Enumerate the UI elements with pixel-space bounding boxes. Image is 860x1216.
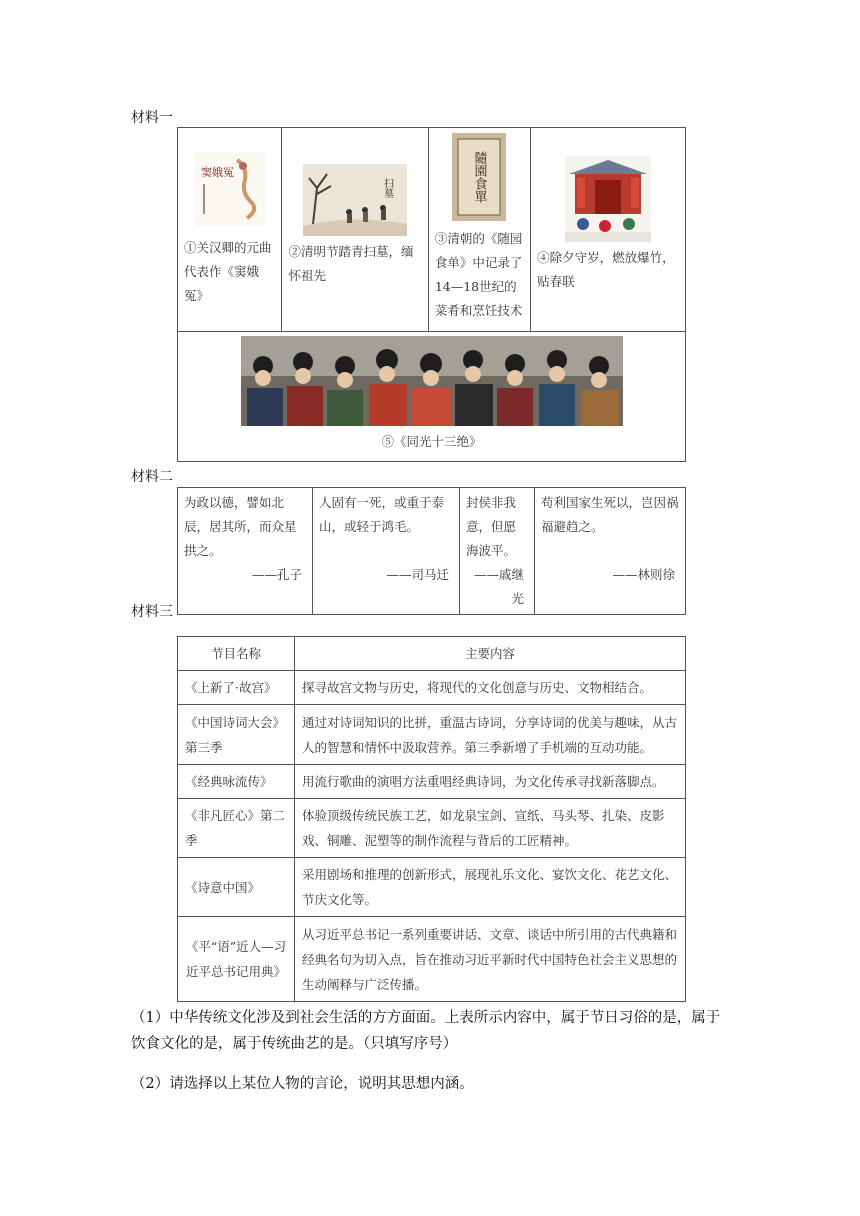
new-year-painting-image [565,156,651,242]
material1-caption-1: ①关汉卿的元曲代表作《窦娥冤》 [184,240,272,303]
material2-table [177,487,686,615]
program-content-5: 采用剧场和推理的创新形式，展现礼乐文化、宴饮文化、花艺文化、节庆文化等。 [295,858,686,917]
material1-cell-1 [178,128,282,332]
program-name-1: 《上新了·故宫》 [178,671,295,705]
book-cover-image [452,133,506,221]
question-2: （2）请选择以上某位人物的言论，说明其思想内涵。 [131,1076,474,1092]
program-content-3: 用流行歌曲的演唱方法重唱经典诗词，为文化传承寻找新落脚点。 [295,765,686,799]
program-name-2: 《中国诗词大会》第三季 [178,705,295,765]
quote-author-4: ——林则徐 [612,567,675,582]
material1-table [177,127,686,462]
material1-title: 材料一 [131,110,173,126]
quote-text-1: 为政以德，譬如北辰，居其所，而众星拱之。 [184,495,297,558]
opera-book-cover-image [195,152,265,226]
material1-cell-4 [531,128,686,332]
quote-cell-2 [313,488,460,615]
opera-actors-painting-image [241,336,623,426]
header-program-name: 节目名称 [178,637,295,671]
header-main-content: 主要内容 [295,637,686,671]
material1-bottom-cell [178,332,686,462]
quote-text-2: 人固有一死，或重于泰山，或轻于鸿毛。 [319,495,445,534]
qingming-painting-text: 扫墓 [381,178,393,198]
book-cover-title: 隨園食單 [471,151,487,203]
material1-cell-3 [428,128,530,332]
material1-cell-2 [282,128,428,332]
program-content-6: 从习近平总书记一系列重要讲话、文章、谈话中所引用的古代典籍和经典名句为切入点，旨在推动习近平新时代中国特色社会主义思想的生动阐释与广泛传播。 [295,917,686,1002]
program-name-3: 《经典咏流传》 [178,765,295,799]
qingming-painting-image [303,164,407,236]
quote-text-3: 封侯非我意，但愿海波平。 [466,495,517,558]
program-content-4: 体验顶级传统民族工艺，如龙泉宝剑、宣纸、马头琴、扎染、皮影戏、铜雕、泥塑等的制作流程与背后的工匠精神。 [295,799,686,858]
program-content-2: 通过对诗词知识的比拼，重温古诗词，分享诗词的优美与趣味，从古人的智慧和情怀中汲取营养。第三季新增了手机端的互动功能。 [295,705,686,765]
program-name-6: 《平“语”近人—习近平总书记用典》 [178,917,295,1002]
opera-book-title-text: 窦娥冤 [200,166,234,179]
material1-bottom-caption: ⑤《同光十三绝》 [381,434,482,449]
quote-author-3: ——戚继光 [473,567,524,606]
material2-title: 材料二 [131,469,173,485]
programs-table [177,636,686,1002]
material1-caption-3: ③清朝的《随园食单》中记录了14—18世纪的菜肴和烹饪技术 [434,231,523,318]
program-name-5: 《诗意中国》 [178,858,295,917]
quote-text-4: 苟利国家生死以，岂因祸福避趋之。 [541,495,679,534]
material3-title: 材料三 [131,604,173,620]
quote-cell-4 [535,488,686,615]
question-1: （1）中华传统文化涉及到社会生活的方方面面。上表所示内容中，属于节日习俗的是，属于饮食文化的是，属于传统曲艺的是。（只填写序号） [131,1010,721,1052]
quote-author-1: ——孔子 [251,567,302,582]
quote-cell-3 [460,488,535,615]
material1-caption-4: ④除夕守岁，燃放爆竹，贴春联 [537,250,675,289]
program-name-4: 《非凡匠心》第二季 [178,799,295,858]
quote-author-2: ——司马迁 [386,567,449,582]
material1-caption-2: ②清明节踏青扫墓，缅怀祖先 [288,244,414,283]
program-content-1: 探寻故宫文物与历史，将现代的文化创意与历史、文物相结合。 [295,671,686,705]
quote-cell-1 [178,488,313,615]
